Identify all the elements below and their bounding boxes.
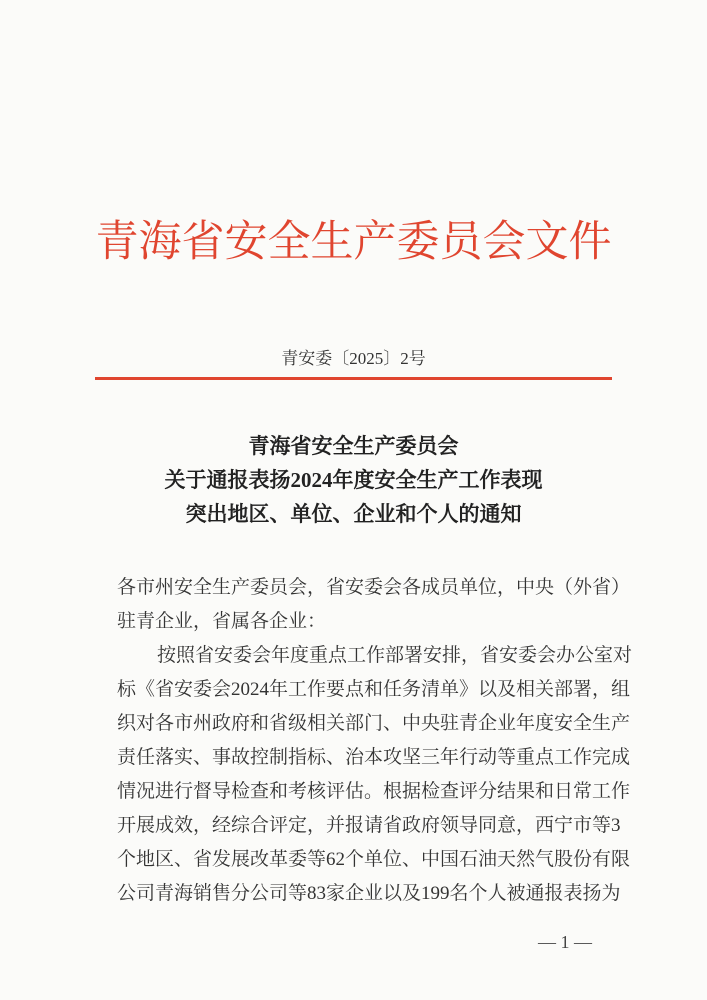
body-line: 标《省安委会2024年工作要点和任务清单》以及相关部署，组 bbox=[117, 679, 631, 700]
body-line: 各市州安全生产委员会，省安委会各成员单位，中央（外省） bbox=[117, 577, 631, 598]
body-line: 个地区、省发展改革委等62个单位、中国石油天然气股份有限 bbox=[117, 849, 631, 870]
body-line: 按照省安委会年度重点工作部署安排，省安委会办公室对 bbox=[157, 645, 633, 666]
body-line: 织对各市州政府和省级相关部门、中央驻青企业年度安全生产 bbox=[117, 713, 631, 734]
notice-heading-line: 青海省安全生产委员会 bbox=[248, 434, 459, 458]
body-line: 责任落实、事故控制指标、治本攻坚三年行动等重点工作完成 bbox=[117, 747, 631, 768]
document-number: 青安委〔2025〕2号 bbox=[281, 349, 426, 368]
notice-heading-line: 关于通报表扬2024年度安全生产工作表现 bbox=[164, 468, 543, 492]
body-line: 开展成效，经综合评定，并报请省政府领导同意，西宁市等3 bbox=[117, 815, 621, 836]
red-divider bbox=[95, 377, 612, 380]
document-title: 青海省安全生产委员会文件 bbox=[95, 217, 612, 267]
notice-heading-line: 突出地区、单位、企业和个人的通知 bbox=[185, 502, 522, 526]
body-line: 情况进行督导检查和考核评估。根据检查评分结果和日常工作 bbox=[117, 781, 631, 802]
body-line: 驻青企业，省属各企业： bbox=[117, 611, 327, 632]
page-number: — 1 — bbox=[538, 932, 592, 952]
body-line: 公司青海销售分公司等83家企业以及199名个人被通报表扬为 bbox=[117, 883, 621, 904]
